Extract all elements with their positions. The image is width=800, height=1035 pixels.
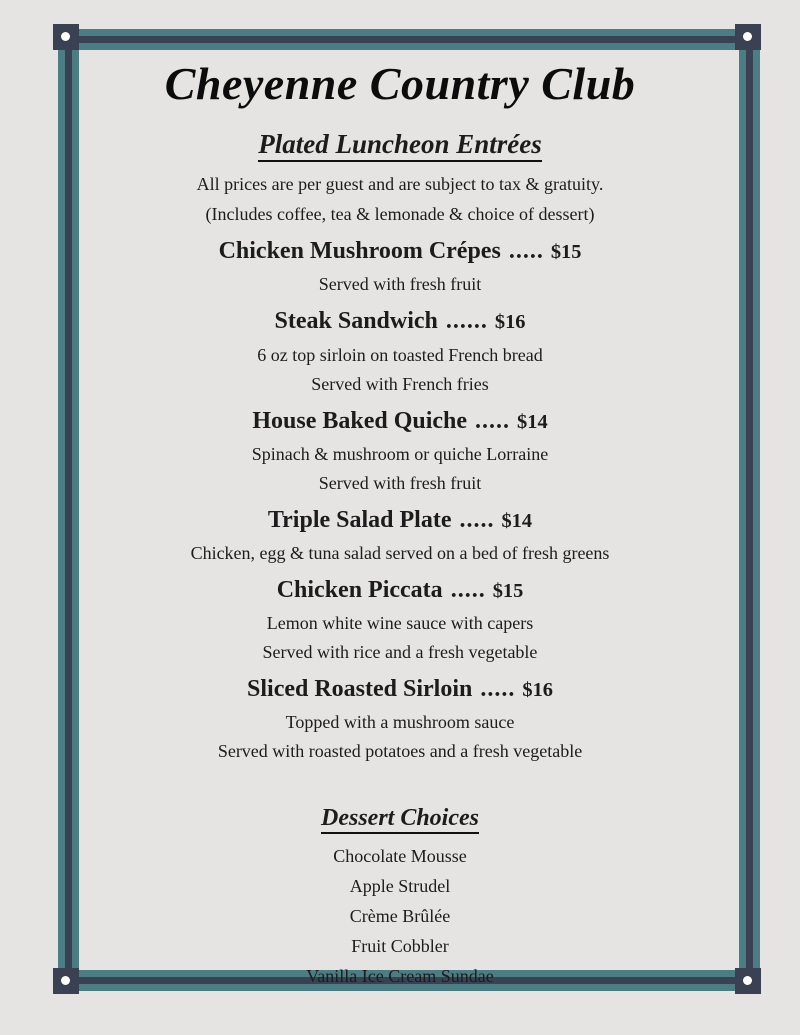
- item-description: Topped with a mushroom sauce: [285, 712, 515, 733]
- item-name: Steak Sandwich: [274, 308, 438, 335]
- menu-item: [60, 406, 740, 495]
- item-price: $16: [494, 311, 526, 334]
- section-heading-entrees: [60, 127, 740, 162]
- item-name-line: [60, 575, 740, 606]
- item-name: Chicken Piccata: [276, 577, 443, 604]
- item-description: Served with fresh fruit: [318, 274, 482, 295]
- item-dots: ......: [445, 308, 488, 335]
- item-price: $15: [492, 580, 524, 603]
- dessert-item: Chocolate Mousse: [333, 845, 467, 866]
- pricing-note: All prices are per guest and are subject to tax & gratuity.: [196, 174, 604, 195]
- item-name-line: [60, 674, 740, 705]
- section-heading-entrees-text: Plated Luncheon Entrées: [258, 129, 542, 162]
- item-dots: .....: [508, 238, 544, 265]
- item-name: Triple Salad Plate: [267, 506, 452, 533]
- section-heading-desserts: [60, 803, 740, 834]
- item-name-line: [60, 306, 740, 337]
- item-name: House Baked Quiche: [252, 407, 468, 434]
- item-name-line: [60, 505, 740, 536]
- item-name-line: [60, 236, 740, 267]
- item-description: 6 oz top sirloin on toasted French bread: [257, 344, 543, 365]
- item-description: Served with French fries: [311, 373, 489, 394]
- item-dots: .....: [459, 506, 495, 533]
- dessert-item: Fruit Cobbler: [351, 935, 449, 956]
- item-description: Served with roasted potatoes and a fresh vegetable: [217, 741, 583, 762]
- item-description: Chicken, egg & tuna salad served on a bed of fresh greens: [190, 543, 610, 564]
- menu-content: [60, 0, 740, 988]
- item-name: Sliced Roasted Sirloin: [247, 676, 473, 703]
- dessert-item: Apple Strudel: [349, 875, 451, 896]
- page-title: Cheyenne Country Club: [164, 58, 636, 109]
- item-dots: .....: [450, 577, 486, 604]
- menu-item: [60, 674, 740, 763]
- item-name-line: [60, 406, 740, 437]
- section-heading-desserts-text: Dessert Choices: [321, 805, 479, 834]
- item-name: Chicken Mushroom Crépes: [218, 238, 501, 265]
- item-description: Lemon white wine sauce with capers: [266, 613, 534, 634]
- item-price: $14: [517, 410, 548, 433]
- menu-item: [60, 575, 740, 664]
- item-price: $16: [522, 679, 553, 702]
- menu-item: [60, 505, 740, 565]
- item-dots: .....: [480, 676, 516, 703]
- menu-item: [60, 236, 740, 296]
- item-dots: .....: [475, 407, 511, 434]
- item-description: Served with rice and a fresh vegetable: [262, 642, 538, 663]
- dessert-item: Crème Brûlée: [349, 905, 451, 926]
- item-description: Served with fresh fruit: [318, 472, 482, 493]
- inclusions-note: (Includes coffee, tea & lemonade & choice of dessert): [205, 204, 595, 225]
- item-price: $14: [501, 509, 533, 532]
- item-price: $15: [550, 241, 582, 264]
- item-description: Spinach & mushroom or quiche Lorraine: [251, 443, 549, 464]
- dessert-item: Vanilla Ice Cream Sundae: [306, 965, 494, 986]
- menu-item: [60, 306, 740, 395]
- frame-border-right: [739, 37, 760, 984]
